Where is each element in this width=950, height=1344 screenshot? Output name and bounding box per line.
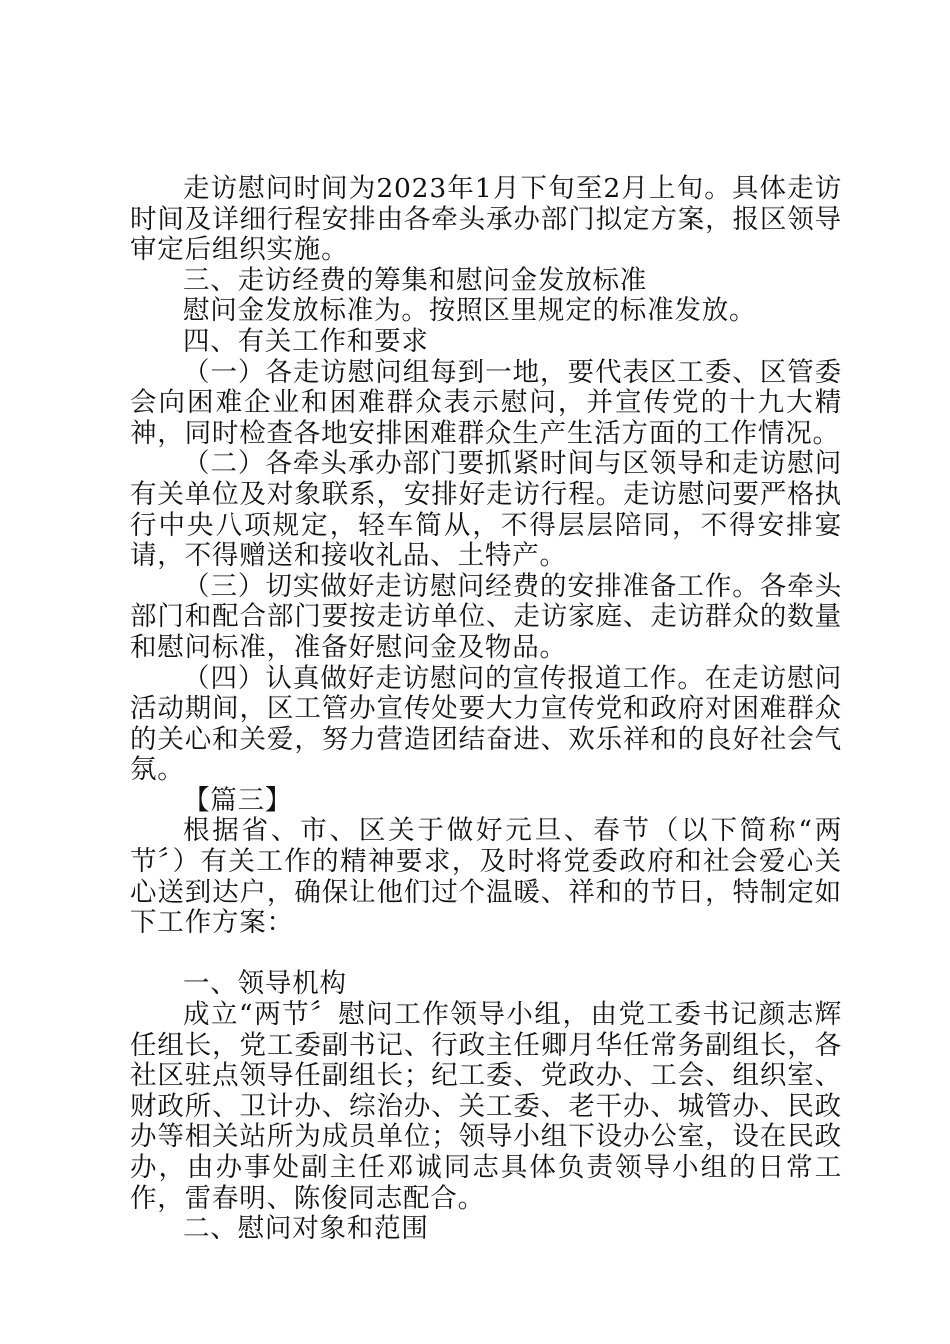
heading-targets: 二、慰问对象和范围 (183, 1213, 429, 1245)
heading-leadership: 一、领导机构 (183, 968, 347, 1000)
paragraph-funding-standard: 慰问金发放标准为。按照区里规定的标准发放。 (183, 295, 757, 327)
document-body (130, 174, 842, 1245)
paragraph-visit-time: 走访慰问时间为2023年1月下旬至2月上旬。具体走访时间及详细行程安排由各牵头承办部门拟定方案，报区领导审定后组织实施。 (130, 173, 842, 266)
heading-requirements: 四、有关工作和要求 (183, 325, 429, 357)
paragraph-requirement-2: （二）各牵头承办部门要抓紧时间与区领导和走访慰问有关单位及对象联系，安排好走访行程。走访慰问要严格执行中央八项规定，轻车简从，不得层层陪同，不得安排宴请，不得赠送和接收礼品、土特产。 (130, 448, 842, 572)
blank-line (130, 939, 842, 970)
paragraph-leadership: 成立“两节〞慰问工作领导小组，由党工委书记颜志辉任组长，党工委副书记、行政主任卿月华任常务副组长，各社区驻点领导任副组长；纪工委、党政办、工会、组织室、财政所、卫计办、综治办、关工委、老干办、城管办、民政办等相关站所为成员单位；领导小组下设办公室，设在民政办，由办事处副主任邓诚同志具体负责领导小组的日常工作，雷春明、陈俊同志配合。 (130, 999, 842, 1214)
paragraph-requirement-3: （三）切实做好走访慰问经费的安排准备工作。各牵头部门和配合部门要按走访单位、走访家庭、走访群众的数量和慰问标准，准备好慰问金及物品。 (130, 570, 842, 663)
paragraph-requirement-1: （一）各走访慰问组每到一地，要代表区工委、区管委会向困难企业和困难群众表示慰问，并宣传党的十九大精神，同时检查各地安排困难群众生产生活方面的工作情况。 (130, 356, 842, 449)
heading-funding: 三、走访经费的筹集和慰问金发放标准 (183, 264, 648, 296)
paragraph-intro: 根据省、市、区关于做好元旦、春节（以下简称“两节〞）有关工作的精神要求，及时将党委政府和社会爱心关心送到达户，确保让他们过个温暖、祥和的节日，特制定如下工作方案： (130, 815, 842, 939)
section-title-part-three: 【篇三】 (183, 784, 293, 816)
paragraph-requirement-4: （四）认真做好走访慰问的宣传报道工作。在走访慰问活动期间，区工管办宣传处要大力宣传党和政府对困难群众的关心和关爱，努力营造团结奋进、欢乐祥和的良好社会气氛。 (130, 662, 842, 786)
